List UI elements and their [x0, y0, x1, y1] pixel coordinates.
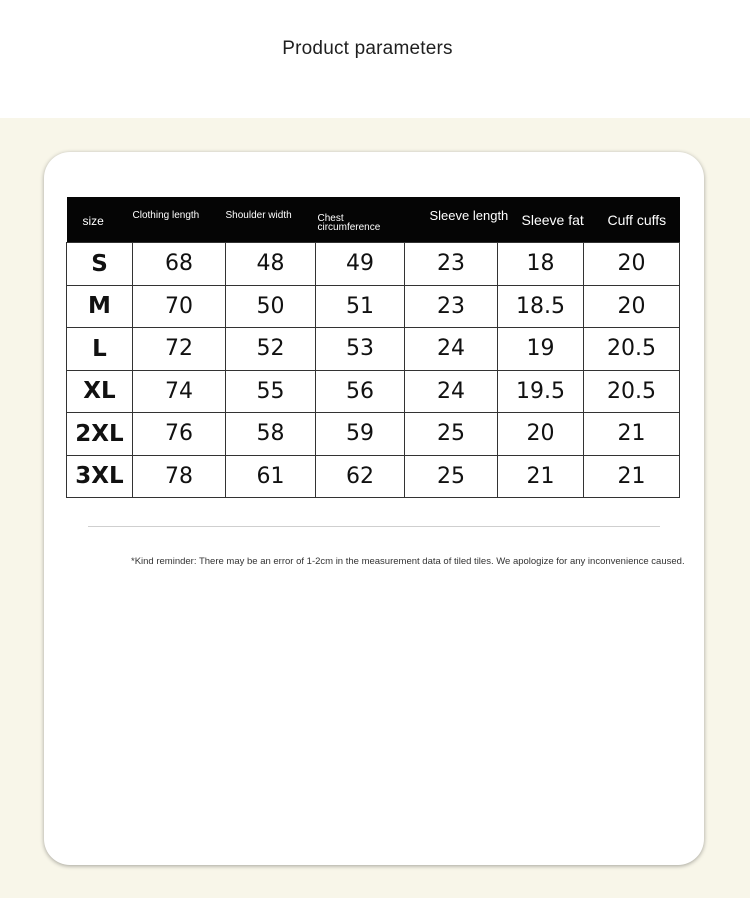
header-chest-circumference: Chest circumference [316, 197, 405, 243]
table-cell: 78 [133, 455, 226, 498]
table-cell: 70 [133, 285, 226, 328]
header-row [67, 197, 680, 243]
header-size: size [67, 197, 133, 243]
size-cell: 2XL [67, 413, 133, 456]
size-cell: M [67, 285, 133, 328]
table-cell: 53 [316, 328, 405, 371]
table-cell: 59 [316, 413, 405, 456]
table-cell: 58 [226, 413, 316, 456]
table-cell: 24 [405, 370, 498, 413]
table-cell: 74 [133, 370, 226, 413]
table-cell: 25 [405, 413, 498, 456]
table-cell: 25 [405, 455, 498, 498]
table-cell: 49 [316, 243, 405, 286]
table-cell: 19.5 [498, 370, 584, 413]
page-title: Product parameters [282, 38, 453, 59]
table-cell: 21 [498, 455, 584, 498]
table-cell: 24 [405, 328, 498, 371]
table-cell: 23 [405, 243, 498, 286]
divider [88, 526, 660, 527]
table-cell: 68 [133, 243, 226, 286]
table-cell: 20 [584, 285, 680, 328]
size-cell: S [67, 243, 133, 286]
header-sleeve-fat: Sleeve fat [498, 197, 584, 243]
table-cell: 50 [226, 285, 316, 328]
table-cell: 20 [584, 243, 680, 286]
table-cell: 55 [226, 370, 316, 413]
table-cell: 62 [316, 455, 405, 498]
header-shoulder-width: Shoulder width [226, 197, 316, 243]
table-cell: 20.5 [584, 370, 680, 413]
table-cell: 48 [226, 243, 316, 286]
size-cell: L [67, 328, 133, 371]
table-cell: 52 [226, 328, 316, 371]
size-cell: XL [67, 370, 133, 413]
table-cell: 72 [133, 328, 226, 371]
table-row [67, 413, 680, 456]
table-cell: 56 [316, 370, 405, 413]
table-cell: 21 [584, 455, 680, 498]
table-row [67, 370, 680, 413]
table-cell: 18.5 [498, 285, 584, 328]
table-row [67, 455, 680, 498]
measurement-note: *Kind reminder: There may be an error of 1-2cm in the measurement data of tiled tiles. We apologize for any inconvenience caused. [131, 556, 685, 567]
table-cell: 21 [584, 413, 680, 456]
size-cell: 3XL [67, 455, 133, 498]
table-cell: 61 [226, 455, 316, 498]
table-cell: 23 [405, 285, 498, 328]
table-cell: 20.5 [584, 328, 680, 371]
table-row [67, 285, 680, 328]
table-row [67, 328, 680, 371]
header-cuff-cuffs: Cuff cuffs [584, 197, 680, 243]
header-sleeve-length: Sleeve length [405, 197, 498, 243]
table-cell: 19 [498, 328, 584, 371]
table-cell: 18 [498, 243, 584, 286]
table-cell: 51 [316, 285, 405, 328]
size-table [66, 197, 680, 498]
table-cell: 76 [133, 413, 226, 456]
table-row [67, 243, 680, 286]
table-cell: 20 [498, 413, 584, 456]
header-clothing-length: Clothing length [133, 197, 226, 243]
